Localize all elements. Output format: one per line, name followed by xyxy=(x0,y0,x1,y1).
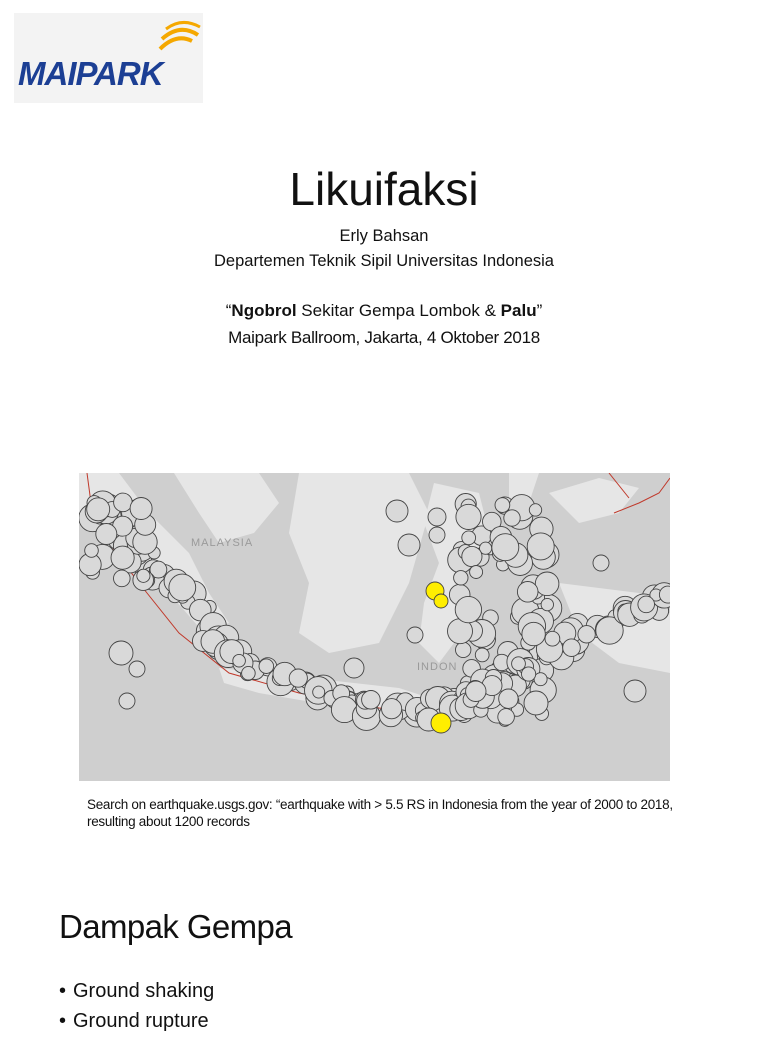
event-bold-palu: Palu xyxy=(500,301,537,320)
list-item-label: Ground rupture xyxy=(73,1010,209,1032)
quake-marker xyxy=(169,574,196,601)
logo-text: MAIPARK xyxy=(18,55,163,92)
quake-marker xyxy=(492,534,519,561)
quake-marker xyxy=(517,582,538,603)
quake-marker xyxy=(429,527,445,543)
event-suffix: ” xyxy=(536,301,543,320)
quake-marker xyxy=(362,691,381,710)
impact-list xyxy=(59,980,214,1040)
page-title: Likuifaksi xyxy=(289,163,479,215)
quake-marker xyxy=(455,596,481,622)
quake-marker xyxy=(498,709,515,726)
quake-marker xyxy=(431,713,451,733)
map-caption: Search on earthquake.usgs.gov: “earthquake with > 5.5 RS in Indonesia from the year of 2000 to 2018, resulting about 1200 records xyxy=(87,797,673,829)
quake-marker xyxy=(434,594,448,608)
quake-marker xyxy=(524,691,548,715)
quake-marker xyxy=(137,569,150,582)
quake-marker xyxy=(87,498,110,521)
quake-marker xyxy=(344,658,364,678)
event-title xyxy=(0,301,768,321)
event-venue: Maipark Ballroom, Jakarta, 4 Oktober 2018 xyxy=(228,328,540,347)
quake-marker xyxy=(109,641,133,665)
bullet-icon: • xyxy=(59,1010,67,1032)
quake-marker xyxy=(130,498,152,520)
list-item xyxy=(59,980,214,1010)
earthquake-map xyxy=(79,473,670,781)
quake-marker xyxy=(499,689,518,708)
quake-marker xyxy=(624,680,646,702)
quake-marker xyxy=(114,570,131,587)
event-middle: Sekitar Gempa Lombok & xyxy=(296,301,501,320)
quake-marker xyxy=(522,622,545,645)
quake-marker xyxy=(541,598,553,610)
event-bold-ngobrol: Ngobrol xyxy=(231,301,297,320)
quake-marker xyxy=(233,654,246,667)
quake-marker xyxy=(462,531,476,545)
quake-marker xyxy=(111,546,134,569)
quake-marker xyxy=(454,571,468,585)
quake-marker xyxy=(398,534,420,556)
quake-marker xyxy=(129,661,145,677)
quake-marker xyxy=(85,544,99,558)
quake-marker xyxy=(428,508,446,526)
author: Erly Bahsan xyxy=(339,227,429,245)
quake-marker xyxy=(386,500,408,522)
quake-marker xyxy=(578,626,595,643)
quake-marker xyxy=(114,493,133,512)
quake-marker xyxy=(563,639,581,657)
quake-marker xyxy=(407,627,423,643)
event-prefix: “ xyxy=(225,301,232,320)
quake-marker xyxy=(119,693,135,709)
quake-marker xyxy=(527,533,554,560)
quake-marker xyxy=(382,699,402,719)
department: Departemen Teknik Sipil Universitas Indonesia xyxy=(214,252,554,270)
quake-marker xyxy=(593,555,609,571)
quake-marker xyxy=(529,504,541,516)
quake-marker xyxy=(466,681,486,701)
map-label-indonesia: INDON xyxy=(417,661,458,673)
quake-marker xyxy=(313,686,325,698)
quake-marker xyxy=(289,669,307,687)
bullet-icon: • xyxy=(59,980,67,1002)
quake-marker xyxy=(456,504,481,529)
earthquake-map-svg xyxy=(79,473,670,781)
quake-marker xyxy=(462,546,482,566)
section-title: Dampak Gempa xyxy=(59,908,293,945)
quake-marker xyxy=(638,596,655,613)
quake-marker xyxy=(495,498,510,513)
quake-marker xyxy=(96,524,117,545)
list-item xyxy=(59,1010,214,1040)
quake-marker xyxy=(545,631,560,646)
maipark-logo xyxy=(14,13,203,103)
quake-marker xyxy=(535,572,559,596)
signal-arcs-icon xyxy=(154,19,202,55)
quake-marker xyxy=(242,666,256,680)
quake-marker xyxy=(504,510,520,526)
list-item-label: Ground shaking xyxy=(73,980,215,1002)
quake-marker xyxy=(456,642,471,657)
quake-marker xyxy=(470,566,483,579)
quake-marker xyxy=(475,648,489,662)
quake-marker xyxy=(512,657,526,671)
quake-marker xyxy=(522,667,536,681)
map-label-malaysia: MALAYSIA xyxy=(191,537,254,549)
